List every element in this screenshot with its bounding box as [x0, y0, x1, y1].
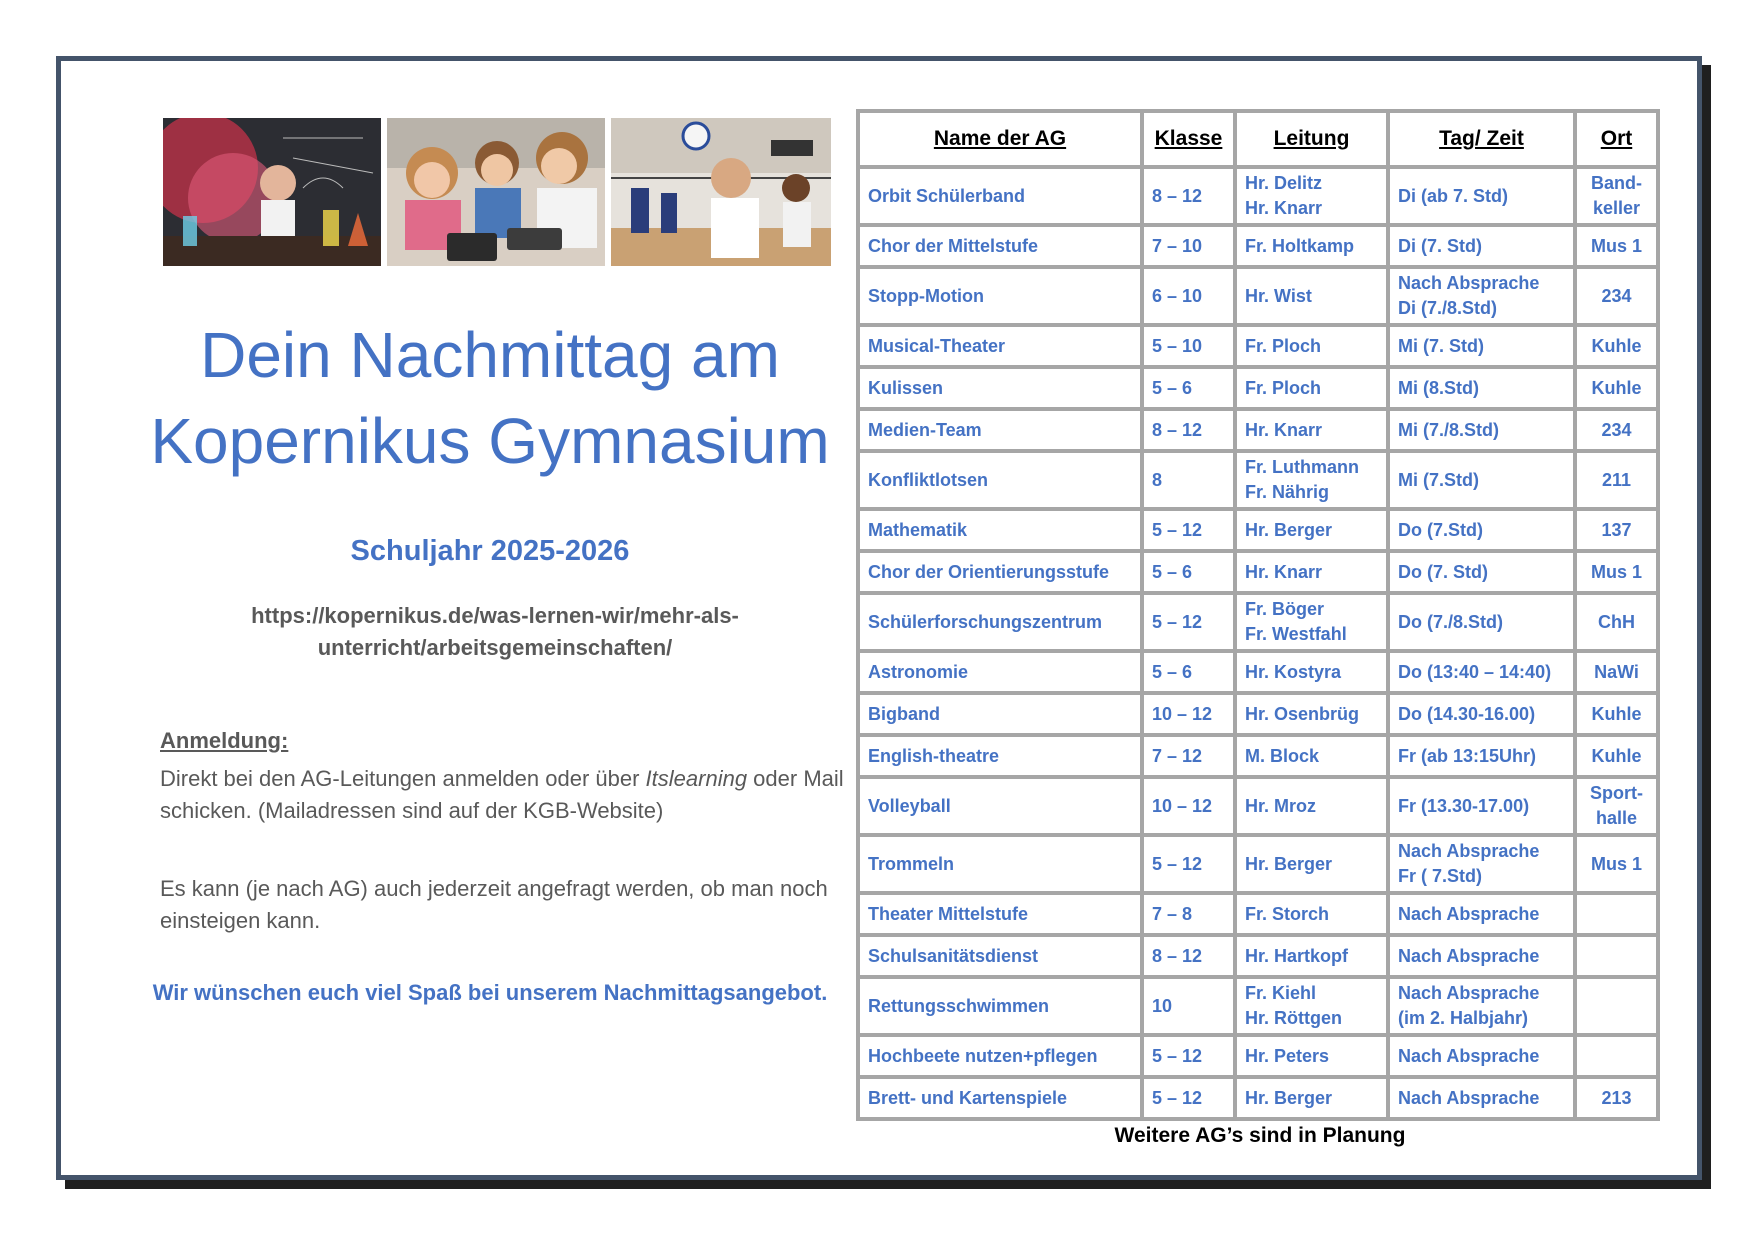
- cell-ag-name: Medien-Team: [860, 411, 1140, 449]
- cell-zeit: [1390, 595, 1573, 649]
- cell-klasse: 5 – 12: [1144, 1079, 1233, 1117]
- cell-leitung-line: Hr. Wist: [1245, 285, 1312, 306]
- cell-leitung-line: Fr. Ploch: [1245, 335, 1322, 356]
- cell-leitung-line: Hr. Knarr: [1245, 561, 1323, 582]
- cell-leitung-line: Hr. Berger: [1245, 853, 1333, 874]
- cell-zeit-line: Nach Absprache: [1398, 841, 1540, 861]
- cell-ag-name: Bigband: [860, 695, 1140, 733]
- cell-ort-line: 234: [1601, 419, 1632, 440]
- cell-zeit: [1390, 369, 1573, 407]
- cell-klasse: 5 – 6: [1144, 553, 1233, 591]
- header-klasse: Klasse: [1144, 113, 1233, 165]
- cell-ort: [1577, 1079, 1656, 1117]
- cell-ag-name: Schulsanitätsdienst: [860, 937, 1140, 975]
- cell-leitung: [1237, 695, 1386, 733]
- cell-zeit-line: Di (ab 7. Std): [1398, 185, 1509, 206]
- registration-text: [160, 763, 860, 827]
- cell-ag-name: Musical-Theater: [860, 327, 1140, 365]
- table-row: [860, 895, 1656, 933]
- cell-leitung: [1237, 1079, 1386, 1117]
- cell-klasse: 7 – 8: [1144, 895, 1233, 933]
- cell-leitung: [1237, 937, 1386, 975]
- cell-zeit-line: Nach Absprache: [1398, 945, 1540, 966]
- cell-zeit: [1390, 1079, 1573, 1117]
- cell-zeit: [1390, 411, 1573, 449]
- cell-leitung-line: Fr. Luthmann: [1245, 457, 1359, 477]
- cell-leitung-line: Fr. Westfahl: [1245, 624, 1347, 644]
- cell-leitung: [1237, 737, 1386, 775]
- cell-zeit: [1390, 979, 1573, 1033]
- cell-ort-line: Kuhle: [1591, 703, 1642, 724]
- cell-zeit-line: Mi (7. Std): [1398, 335, 1484, 356]
- cell-zeit-line: Nach Absprache: [1398, 903, 1540, 924]
- table-row: [860, 937, 1656, 975]
- cell-ag-name: Orbit Schülerband: [860, 169, 1140, 223]
- cell-ort-line: ChH: [1598, 611, 1635, 632]
- cell-zeit: [1390, 269, 1573, 323]
- cell-klasse: 5 – 6: [1144, 369, 1233, 407]
- cell-zeit-line: Do (7. Std): [1398, 561, 1488, 582]
- cell-leitung-line: Hr. Knarr: [1245, 419, 1323, 440]
- cell-zeit-line: Mi (7./8.Std): [1398, 419, 1500, 440]
- table-row: [860, 837, 1656, 891]
- table-row: [860, 227, 1656, 265]
- cell-zeit: [1390, 737, 1573, 775]
- cell-ort-line: halle: [1595, 808, 1638, 828]
- cell-ag-name: Chor der Orientierungsstufe: [860, 553, 1140, 591]
- cell-ort: [1577, 837, 1656, 891]
- cell-ort-line: 213: [1601, 1087, 1632, 1108]
- table-footnote: Weitere AG’s sind in Planung: [1114, 1124, 1406, 1147]
- cell-ort: [1577, 895, 1656, 933]
- kids-tablets-photo: [387, 118, 605, 266]
- science-experiment-photo: [163, 118, 381, 266]
- table-header-row: [860, 113, 1656, 165]
- cell-ort: [1577, 779, 1656, 833]
- cell-leitung: [1237, 411, 1386, 449]
- table-row: [860, 1079, 1656, 1117]
- url-line-1: https://kopernikus.de/was-lernen-wir/mehr-als-: [251, 603, 739, 628]
- cell-ort: [1577, 369, 1656, 407]
- cell-klasse: 7 – 10: [1144, 227, 1233, 265]
- table-row: [860, 269, 1656, 323]
- cell-leitung: [1237, 511, 1386, 549]
- cell-leitung: [1237, 169, 1386, 223]
- cell-zeit: [1390, 695, 1573, 733]
- cell-zeit: [1390, 1037, 1573, 1075]
- cell-leitung-line: Hr. Knarr: [1245, 198, 1323, 218]
- cell-ort: [1577, 169, 1656, 223]
- closing-message: Wir wünschen euch viel Spaß bei unserem Nachmittagsangebot.: [152, 980, 828, 1005]
- cell-zeit: [1390, 837, 1573, 891]
- cell-ag-name: Schülerforschungszentrum: [860, 595, 1140, 649]
- cell-ag-name: Astronomie: [860, 653, 1140, 691]
- cell-zeit: [1390, 511, 1573, 549]
- cell-zeit-line: Nach Absprache: [1398, 1045, 1540, 1066]
- cell-leitung: [1237, 979, 1386, 1033]
- url-line-2: unterricht/arbeitsgemeinschaften/: [317, 635, 673, 660]
- registration-heading: Anmeldung:: [160, 728, 289, 753]
- photo-strip: [163, 118, 831, 266]
- cell-leitung: [1237, 327, 1386, 365]
- table-row: [860, 553, 1656, 591]
- cell-ag-name: Chor der Mittelstufe: [860, 227, 1140, 265]
- cell-ort: [1577, 595, 1656, 649]
- cell-klasse: 5 – 10: [1144, 327, 1233, 365]
- cell-leitung: [1237, 653, 1386, 691]
- cell-ort: [1577, 269, 1656, 323]
- cell-zeit: [1390, 653, 1573, 691]
- cell-ort-line: 234: [1601, 285, 1632, 306]
- cell-klasse: 10 – 12: [1144, 695, 1233, 733]
- cell-leitung: [1237, 837, 1386, 891]
- cell-leitung-line: Fr. Holtkamp: [1245, 235, 1355, 256]
- cell-ort: [1577, 227, 1656, 265]
- cell-zeit-line: Do (14.30-16.00): [1398, 703, 1536, 724]
- cell-leitung: [1237, 369, 1386, 407]
- cell-leitung-line: Hr. Berger: [1245, 1087, 1333, 1108]
- cell-ort-line: 137: [1601, 519, 1632, 540]
- table-row: [860, 653, 1656, 691]
- cell-zeit-line: Nach Absprache: [1398, 983, 1540, 1003]
- cell-zeit: [1390, 453, 1573, 507]
- cell-ort: [1577, 1037, 1656, 1075]
- cell-leitung: [1237, 453, 1386, 507]
- cell-leitung-line: Hr. Mroz: [1245, 795, 1317, 816]
- table-row: [860, 327, 1656, 365]
- cell-leitung-line: Fr. Ploch: [1245, 377, 1322, 398]
- cell-ort-line: keller: [1592, 198, 1641, 218]
- cell-ort: [1577, 737, 1656, 775]
- cell-zeit: [1390, 937, 1573, 975]
- cell-klasse: 5 – 12: [1144, 595, 1233, 649]
- table-row: [860, 595, 1656, 649]
- cell-ag-name: Brett- und Kartenspiele: [860, 1079, 1140, 1117]
- cell-zeit: [1390, 327, 1573, 365]
- cell-klasse: 5 – 6: [1144, 653, 1233, 691]
- header-ort: Ort: [1577, 113, 1656, 165]
- cell-zeit-line: Fr ( 7.Std): [1398, 866, 1482, 886]
- cell-ag-name: Mathematik: [860, 511, 1140, 549]
- cell-ort-line: Kuhle: [1591, 335, 1642, 356]
- table-row: [860, 695, 1656, 733]
- cell-zeit-line: Fr (13.30-17.00): [1398, 795, 1530, 816]
- cell-leitung-line: Hr. Delitz: [1245, 173, 1323, 193]
- cell-ort-line: Kuhle: [1591, 745, 1642, 766]
- cell-ag-name: Kulissen: [860, 369, 1140, 407]
- registration-text-italic: Itslearning: [645, 766, 748, 791]
- cell-ort-line: Mus 1: [1590, 561, 1642, 582]
- cell-zeit-line: Do (7./8.Std): [1398, 611, 1504, 632]
- cell-klasse: 8 – 12: [1144, 937, 1233, 975]
- header-leitung: Leitung: [1237, 113, 1386, 165]
- cell-klasse: 5 – 12: [1144, 837, 1233, 891]
- cell-ort-line: Mus 1: [1590, 235, 1642, 256]
- cell-zeit-line: Mi (7.Std): [1398, 469, 1479, 490]
- cell-leitung: [1237, 269, 1386, 323]
- school-year: Schuljahr 2025-2026: [350, 535, 630, 567]
- cell-zeit-line: Mi (8.Std): [1398, 377, 1479, 398]
- cell-ort: [1577, 653, 1656, 691]
- cell-ort: [1577, 327, 1656, 365]
- cell-ort-line: Kuhle: [1591, 377, 1642, 398]
- cell-zeit-line: Do (7.Std): [1398, 519, 1483, 540]
- cell-leitung-line: Fr. Böger: [1245, 599, 1325, 619]
- cell-ort-line: Band-: [1591, 173, 1642, 193]
- cell-leitung-line: Hr. Röttgen: [1245, 1008, 1342, 1028]
- table-row: [860, 737, 1656, 775]
- cell-ort: [1577, 937, 1656, 975]
- table-row: [860, 779, 1656, 833]
- table-row: [860, 453, 1656, 507]
- cell-zeit: [1390, 227, 1573, 265]
- cell-leitung: [1237, 553, 1386, 591]
- website-url: [200, 600, 790, 664]
- cell-ag-name: Hochbeete nutzen+pflegen: [860, 1037, 1140, 1075]
- cell-zeit-line: Di (7. Std): [1398, 235, 1482, 256]
- cell-zeit: [1390, 895, 1573, 933]
- cell-leitung-line: Hr. Osenbrüg: [1245, 703, 1360, 724]
- registration-text-before: Direkt bei den AG-Leitungen anmelden oder über: [160, 766, 646, 791]
- cell-ort: [1577, 553, 1656, 591]
- cell-klasse: 10: [1144, 979, 1233, 1033]
- ag-table: [856, 109, 1660, 1121]
- cell-ag-name: Trommeln: [860, 837, 1140, 891]
- cell-ort-line: Sport-: [1590, 783, 1643, 803]
- table-row: [860, 411, 1656, 449]
- cell-ag-name: Stopp-Motion: [860, 269, 1140, 323]
- cell-leitung-line: Hr. Berger: [1245, 519, 1333, 540]
- cell-zeit: [1390, 553, 1573, 591]
- title-line-2: Kopernikus Gymnasium: [150, 405, 830, 477]
- cell-zeit-line: Nach Absprache: [1398, 1087, 1540, 1108]
- table-body: [860, 169, 1656, 1117]
- cell-klasse: 8 – 12: [1144, 411, 1233, 449]
- cell-zeit: [1390, 169, 1573, 223]
- cell-ag-name: Rettungsschwimmen: [860, 979, 1140, 1033]
- cell-klasse: 5 – 12: [1144, 511, 1233, 549]
- cell-leitung-line: Hr. Kostyra: [1245, 661, 1342, 682]
- cell-leitung-line: M. Block: [1245, 745, 1320, 766]
- cell-ag-name: English-theatre: [860, 737, 1140, 775]
- cell-zeit-line: Do (13:40 – 14:40): [1398, 661, 1552, 682]
- cell-ort: [1577, 453, 1656, 507]
- cell-leitung: [1237, 895, 1386, 933]
- cell-leitung-line: Fr. Storch: [1245, 903, 1330, 924]
- cell-ort: [1577, 695, 1656, 733]
- cell-klasse: 8: [1144, 453, 1233, 507]
- table-row: [860, 169, 1656, 223]
- cell-leitung-line: Hr. Hartkopf: [1245, 945, 1349, 966]
- cell-klasse: 10 – 12: [1144, 779, 1233, 833]
- cell-zeit: [1390, 779, 1573, 833]
- cell-zeit-line: Fr (ab 13:15Uhr): [1398, 745, 1537, 766]
- cell-klasse: 8 – 12: [1144, 169, 1233, 223]
- cell-leitung-line: Fr. Kiehl: [1245, 983, 1317, 1003]
- table-row: [860, 511, 1656, 549]
- cell-zeit-line: Nach Absprache: [1398, 273, 1540, 293]
- cell-leitung: [1237, 595, 1386, 649]
- volleyball-photo: [611, 118, 831, 266]
- cell-klasse: 6 – 10: [1144, 269, 1233, 323]
- cell-leitung: [1237, 227, 1386, 265]
- title-line-1: Dein Nachmittag am: [200, 319, 780, 391]
- header-zeit: Tag/ Zeit: [1390, 113, 1573, 165]
- cell-leitung: [1237, 779, 1386, 833]
- cell-leitung-line: Fr. Nährig: [1245, 482, 1330, 502]
- registration-text-after: oder Mail schicken. (Mailadressen sind auf der KGB-Website): [160, 766, 844, 823]
- cell-zeit-line: (im 2. Halbjahr): [1398, 1008, 1529, 1028]
- cell-ag-name: Volleyball: [860, 779, 1140, 833]
- table-row: [860, 1037, 1656, 1075]
- cell-leitung-line: Hr. Peters: [1245, 1045, 1330, 1066]
- cell-ort: [1577, 979, 1656, 1033]
- cell-leitung: [1237, 1037, 1386, 1075]
- table-row: [860, 369, 1656, 407]
- cell-ag-name: Theater Mittelstufe: [860, 895, 1140, 933]
- cell-zeit-line: Di (7./8.Std): [1398, 298, 1498, 318]
- cell-klasse: 5 – 12: [1144, 1037, 1233, 1075]
- cell-ort-line: 211: [1601, 469, 1632, 490]
- cell-ort-line: NaWi: [1594, 661, 1639, 682]
- registration-note: Es kann (je nach AG) auch jederzeit angefragt werden, ob man noch einsteigen kann.: [160, 876, 828, 933]
- table-row: [860, 979, 1656, 1033]
- cell-klasse: 7 – 12: [1144, 737, 1233, 775]
- page-title: [140, 312, 840, 484]
- cell-ort-line: Mus 1: [1590, 853, 1642, 874]
- header-name: Name der AG: [860, 113, 1140, 165]
- cell-ort: [1577, 411, 1656, 449]
- cell-ort: [1577, 511, 1656, 549]
- cell-ag-name: Konfliktlotsen: [860, 453, 1140, 507]
